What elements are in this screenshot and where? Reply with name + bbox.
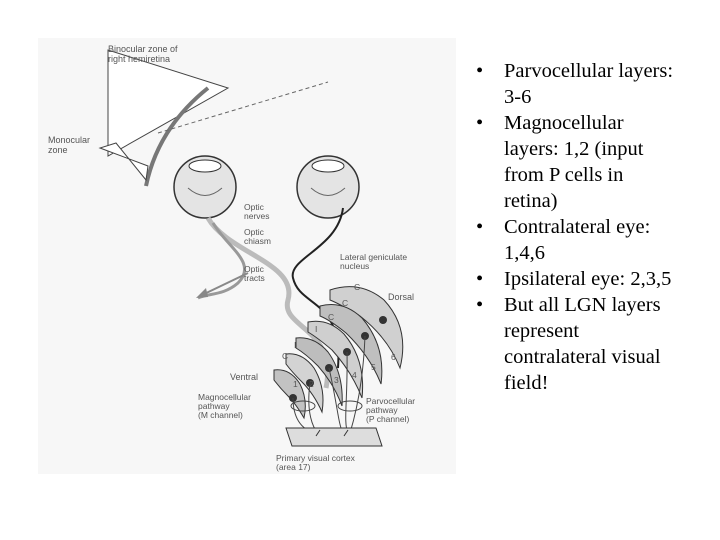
magno-pathway-label-2: pathway <box>198 401 230 411</box>
optic-nerves-label-1: Optic <box>244 202 264 212</box>
layer-number-4: 4 <box>352 370 357 380</box>
layer-letter-5: I <box>294 340 297 350</box>
optic-tracts-label-2: tracts <box>244 273 265 283</box>
left-eye <box>174 156 236 218</box>
bullet-magnocellular <box>476 110 706 214</box>
ventral-label: Ventral <box>230 372 259 382</box>
layer-letter-4: I <box>315 324 318 334</box>
magno-pathway-label-3: (M channel) <box>198 410 243 420</box>
optic-chiasm-label-1: Optic <box>244 227 264 237</box>
bullet-ipsilateral <box>476 266 706 292</box>
lgn-pathway-diagram <box>38 38 456 474</box>
bullet-line: layers: 1,2 (input <box>504 138 644 160</box>
cortex-label-2: (area 17) <box>276 462 311 472</box>
parvo-pathway-label-2: pathway <box>366 405 398 415</box>
bullet-dot-icon: • <box>476 216 484 238</box>
bullet-dot-icon: • <box>476 60 484 82</box>
bullet-line: Parvocellular layers: <box>504 60 674 82</box>
bullet-line: Contralateral eye: <box>504 216 651 238</box>
bullet-list <box>476 58 706 396</box>
bullet-dot-icon: • <box>476 294 484 316</box>
lgn-label-1: Lateral geniculate <box>340 252 408 262</box>
monocular-zone-label-1: Monocular <box>48 135 91 145</box>
bullet-line: 3-6 <box>504 86 532 108</box>
bullet-line: from P cells in <box>504 164 624 186</box>
layer-number-3: 3 <box>334 375 339 385</box>
layer-letter-2: C <box>328 312 335 322</box>
parvo-pathway-label-1: Parvocellular <box>366 396 416 406</box>
lgn-label-2: nucleus <box>340 261 370 271</box>
bullet-dot-icon: • <box>476 112 484 134</box>
layer-number-5: 5 <box>371 362 376 372</box>
layer-number-2: 2 <box>309 379 314 389</box>
bullet-line: contralateral visual <box>504 346 661 368</box>
bullet-all-layers <box>476 292 706 396</box>
cortex-label-1: Primary visual cortex <box>276 453 355 463</box>
bullet-line: represent <box>504 320 580 342</box>
layer-number-6: 6 <box>391 352 396 362</box>
binocular-zone-label-1: Binocular zone of <box>108 44 178 54</box>
magno-pathway-label-1: Magnocellular <box>198 392 251 402</box>
optic-chiasm-label-2: chiasm <box>244 236 271 246</box>
bullet-parvocellular <box>476 58 706 110</box>
layer-letter-6: C <box>342 298 349 308</box>
right-eye <box>297 156 359 218</box>
monocular-zone-label-2: zone <box>48 145 68 155</box>
bullet-contralateral <box>476 214 706 266</box>
bullet-line: Ipsilateral eye: 2,3,5 <box>504 268 672 290</box>
bullet-line: retina) <box>504 190 558 212</box>
bullet-line: field! <box>504 372 549 394</box>
optic-tracts-label-1: Optic <box>244 264 264 274</box>
layer-number-1: 1 <box>293 379 298 389</box>
visual-cortex-block <box>286 428 382 446</box>
bullet-dot-icon: • <box>476 268 484 290</box>
bullet-line: But all LGN layers <box>504 294 661 316</box>
layer-letter-3: C <box>354 282 361 292</box>
layer-letter-1: C <box>282 351 289 361</box>
dorsal-label: Dorsal <box>388 292 415 302</box>
optic-nerves-label-2: nerves <box>244 211 270 221</box>
binocular-zone-label-2: right hemiretina <box>108 54 171 64</box>
bullet-line: Magnocellular <box>504 112 624 134</box>
parvo-pathway-label-3: (P channel) <box>366 414 410 424</box>
bullet-line: 1,4,6 <box>504 242 545 264</box>
